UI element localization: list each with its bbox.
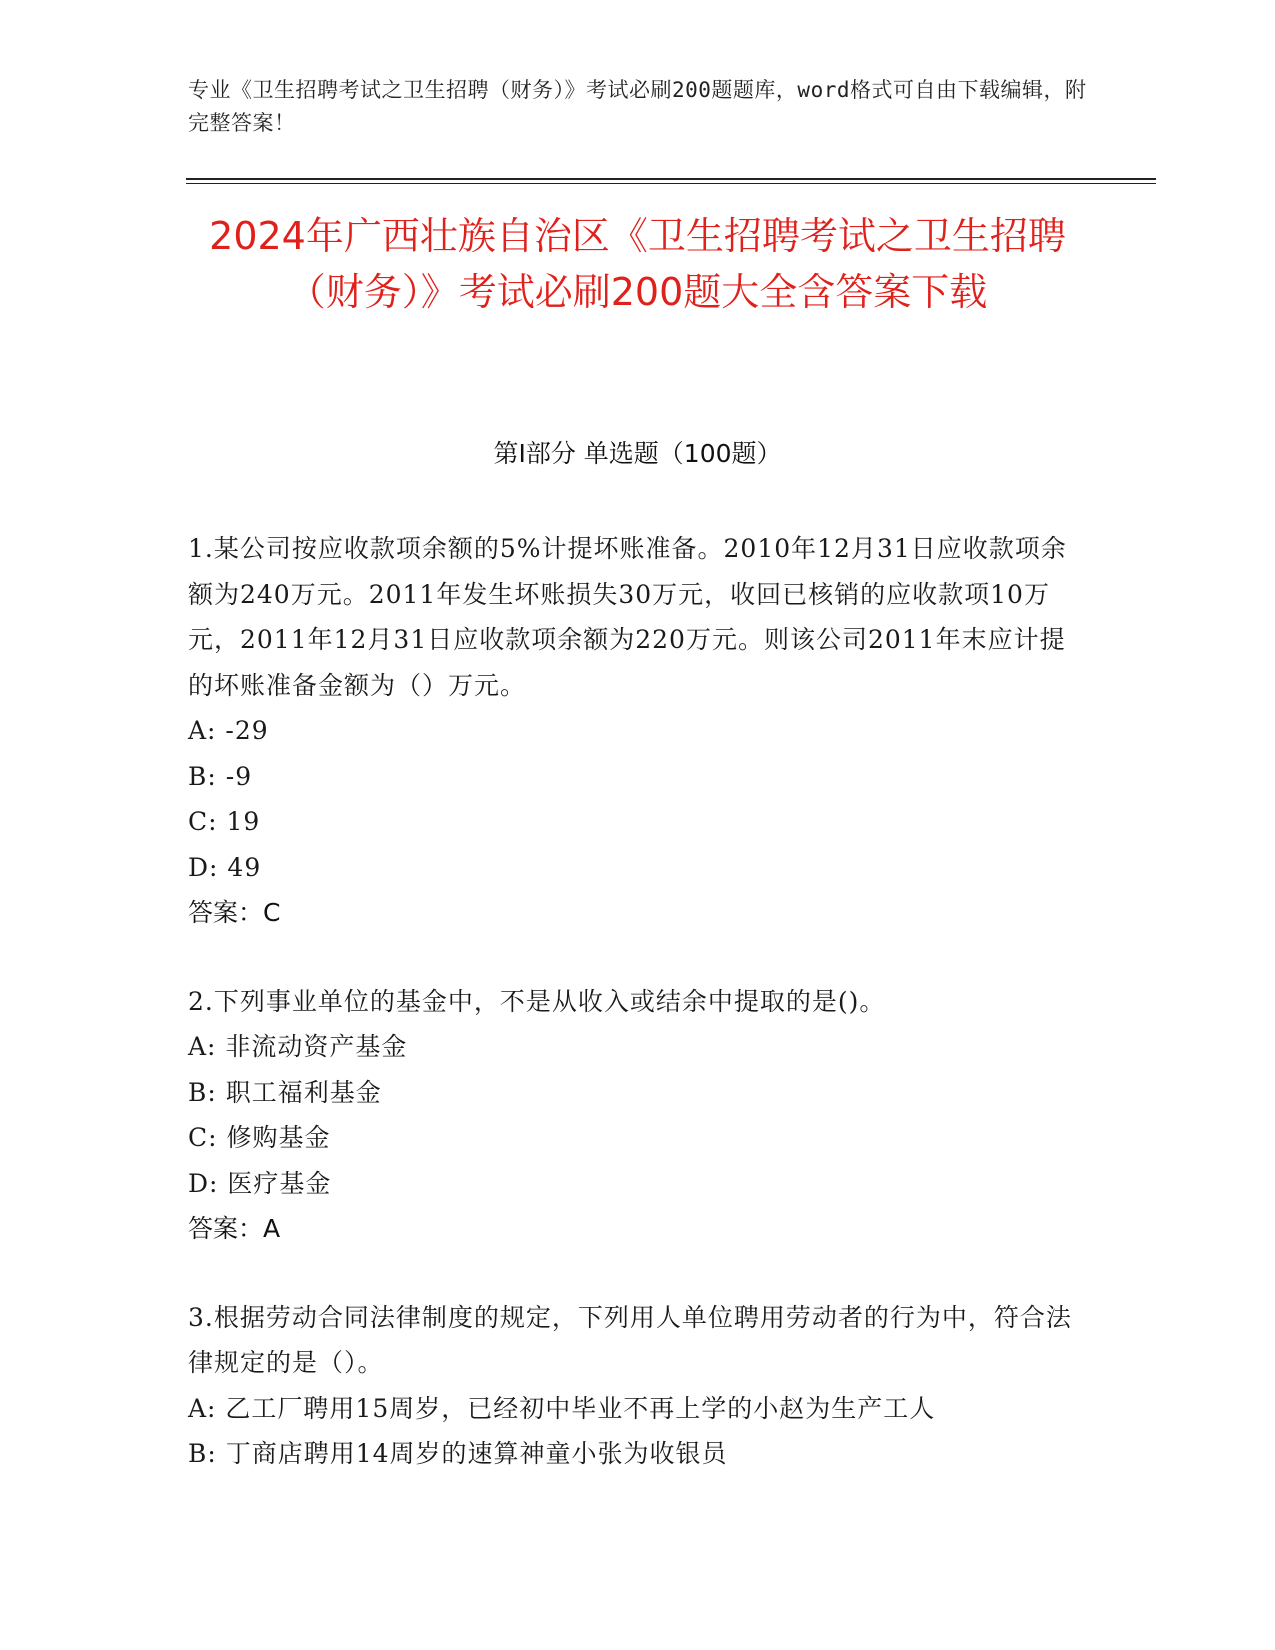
question-stem: 3.根据劳动合同法律制度的规定，下列用人单位聘用劳动者的行为中，符合法律规定的是（）。 — [188, 1302, 1072, 1377]
option-b: B: 职工福利基金 — [188, 1077, 382, 1107]
option-b: B: -9 — [188, 761, 253, 791]
answer-line: 答案：C — [188, 898, 281, 927]
question-list — [188, 526, 1088, 1477]
option-c: C: 修购基金 — [188, 1123, 331, 1152]
question-spacer — [188, 1252, 1088, 1295]
question-spacer — [188, 936, 1088, 979]
question-stem: 2.下列事业单位的基金中，不是从收入或结余中提取的是()。 — [188, 986, 886, 1016]
section-heading: 第I部分 单选题（100题） — [493, 439, 782, 468]
option-a: A: -29 — [188, 716, 269, 745]
question-2 — [188, 979, 1088, 1252]
option-a: A: 非流动资产基金 — [188, 1032, 408, 1061]
option-b: B: 丁商店聘用14周岁的速算神童小张为收银员 — [188, 1439, 728, 1468]
option-d: D: 49 — [188, 852, 262, 882]
answer-line: 答案：A — [188, 1214, 281, 1243]
question-3 — [188, 1295, 1088, 1477]
option-a: A: 乙工厂聘用15周岁，已经初中毕业不再上学的小赵为生产工人 — [188, 1393, 936, 1423]
option-c: C: 19 — [188, 807, 261, 836]
question-stem: 1.某公司按应收款项余额的5%计提坏账准备。2010年12月31日应收款项余额为240万元。2011年发生坏账损失30万元，收回已核销的应收款项10万元，2011年12月31日应收款项余额为220万元。则该公司2011年末应计提的坏账准备金额为（）万元。 — [188, 534, 1067, 700]
header-note: 专业《卫生招聘考试之卫生招聘（财务）》考试必刷200题题库，word格式可自由下载编辑，附完整答案！ — [188, 78, 1087, 135]
header-rule-thick — [186, 178, 1156, 180]
question-1 — [188, 526, 1088, 936]
header-rule-thin — [186, 183, 1156, 184]
document-title: 2024年广西壮族自治区《卫生招聘考试之卫生招聘（财务）》考试必刷200题大全含答案下载 — [209, 214, 1066, 314]
option-d: D: 医疗基金 — [188, 1168, 332, 1198]
